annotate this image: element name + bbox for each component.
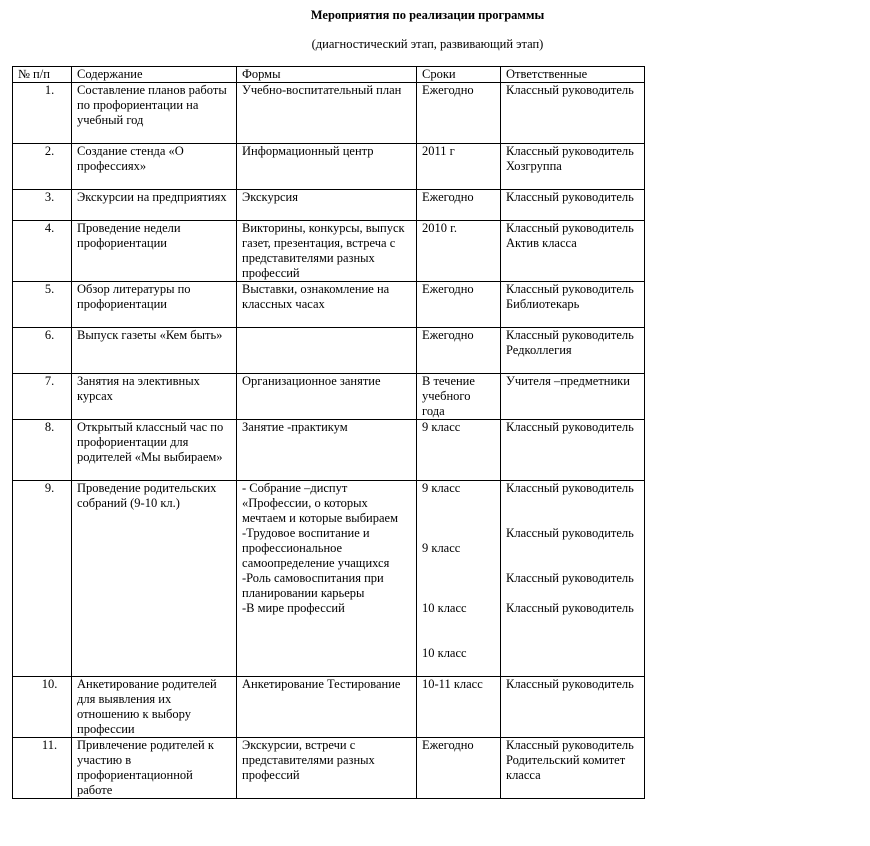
row-forms: Информационный центр bbox=[237, 144, 417, 190]
table-row bbox=[13, 144, 645, 190]
responsible-item: Классный руководитель bbox=[506, 601, 634, 615]
row-terms: Ежегодно bbox=[417, 83, 501, 144]
responsible-item: Классный руководитель bbox=[506, 526, 634, 540]
row-forms: Экскурсии, встречи с представителями разных профессий bbox=[237, 738, 417, 799]
row-responsible: Классный руководитель bbox=[501, 190, 645, 221]
row-content: Проведение недели профориентации bbox=[72, 221, 237, 282]
page-title: Мероприятия по реализации программы bbox=[310, 8, 545, 22]
term-item: 9 класс bbox=[422, 541, 461, 555]
row-terms: В течение учебного года bbox=[417, 374, 501, 420]
form-item: -Трудовое воспитание и профессиональное самоопределение учащихся bbox=[242, 526, 390, 570]
row-terms: Ежегодно bbox=[417, 190, 501, 221]
row-number: 10. bbox=[13, 677, 72, 738]
row-forms: Экскурсия bbox=[237, 190, 417, 221]
table-row bbox=[13, 83, 645, 144]
form-item: -Роль самовоспитания при планировании карьеры bbox=[242, 571, 384, 600]
table-row bbox=[13, 328, 645, 374]
row-content: Создание стенда «О профессиях» bbox=[72, 144, 237, 190]
table-row bbox=[13, 481, 645, 677]
row-responsible: Классный руководитель Родительский комитет класса bbox=[501, 738, 645, 799]
row-terms: 9 класс bbox=[417, 420, 501, 481]
column-header-terms: Сроки bbox=[417, 67, 501, 83]
row-number: 7. bbox=[13, 374, 72, 420]
table-row bbox=[13, 221, 645, 282]
row-terms: Ежегодно bbox=[417, 282, 501, 328]
row-content: Составление планов работы по профориентации на учебный год bbox=[72, 83, 237, 144]
row-responsible: Классный руководитель bbox=[501, 677, 645, 738]
row-responsible: Классный руководитель Хозгруппа bbox=[501, 144, 645, 190]
row-responsible: Классный руководитель bbox=[501, 83, 645, 144]
row-content: Проведение родительских собраний (9-10 кл.) bbox=[72, 481, 237, 677]
row-responsible: Классный руководитель Библиотекарь bbox=[501, 282, 645, 328]
row-terms: 2010 г. bbox=[417, 221, 501, 282]
row-number: 1. bbox=[13, 83, 72, 144]
row-content: Занятия на элективных курсах bbox=[72, 374, 237, 420]
term-item: 10 класс bbox=[422, 646, 467, 660]
row-content: Экскурсии на предприятиях bbox=[72, 190, 237, 221]
row-responsible: Классный руководитель bbox=[501, 420, 645, 481]
row-terms: 2011 г bbox=[417, 144, 501, 190]
column-header-responsible: Ответственные bbox=[501, 67, 645, 83]
responsible-item: Классный руководитель bbox=[506, 571, 634, 585]
responsible-item: Классный руководитель bbox=[506, 481, 634, 495]
row-responsible: Классный руководитель Редколлегия bbox=[501, 328, 645, 374]
column-header-number: № п/п bbox=[13, 67, 72, 83]
row-content: Привлечение родителей к участию в профориентационной работе bbox=[72, 738, 237, 799]
row-responsible: Классный руководитель Актив класса bbox=[501, 221, 645, 282]
row-number: 2. bbox=[13, 144, 72, 190]
row-forms: Викторины, конкурсы, выпуск газет, презентация, встреча с представителями разных профессий bbox=[237, 221, 417, 282]
column-header-forms: Формы bbox=[237, 67, 417, 83]
term-item: 9 класс bbox=[422, 481, 461, 495]
row-number: 4. bbox=[13, 221, 72, 282]
row-terms: Ежегодно bbox=[417, 738, 501, 799]
table-header-row bbox=[13, 67, 645, 83]
row-number: 5. bbox=[13, 282, 72, 328]
row-forms: Организационное занятие bbox=[237, 374, 417, 420]
form-item: -В мире профессий bbox=[242, 601, 345, 615]
row-content: Выпуск газеты «Кем быть» bbox=[72, 328, 237, 374]
events-table bbox=[12, 66, 645, 799]
table-row bbox=[13, 374, 645, 420]
row-forms: Выставки, ознакомление на классных часах bbox=[237, 282, 417, 328]
row-forms bbox=[237, 481, 417, 677]
row-responsible: Учителя –предметники bbox=[501, 374, 645, 420]
row-terms: 10-11 класс bbox=[417, 677, 501, 738]
row-content: Открытый классный час по профориентации для родителей «Мы выбираем» bbox=[72, 420, 237, 481]
row-terms: Ежегодно bbox=[417, 328, 501, 374]
row-forms: Занятие -практикум bbox=[237, 420, 417, 481]
term-item: 10 класс bbox=[422, 601, 467, 615]
row-number: 11. bbox=[13, 738, 72, 799]
row-forms: Учебно-воспитательный план bbox=[237, 83, 417, 144]
page-subtitle: (диагностический этап, развивающий этап) bbox=[311, 37, 544, 51]
row-responsible bbox=[501, 481, 645, 677]
column-header-content: Содержание bbox=[72, 67, 237, 83]
row-content: Обзор литературы по профориентации bbox=[72, 282, 237, 328]
table-row bbox=[13, 420, 645, 481]
table-row bbox=[13, 677, 645, 738]
row-number: 9. bbox=[13, 481, 72, 677]
table-row bbox=[13, 282, 645, 328]
row-number: 3. bbox=[13, 190, 72, 221]
row-forms: Анкетирование Тестирование bbox=[237, 677, 417, 738]
form-item: - Собрание –диспут «Профессии, о которых мечтаем и которые выбираем bbox=[242, 481, 398, 525]
row-content: Анкетирование родителей для выявления их отношению к выбору профессии bbox=[72, 677, 237, 738]
row-number: 6. bbox=[13, 328, 72, 374]
row-terms bbox=[417, 481, 501, 677]
table-row bbox=[13, 738, 645, 799]
table-row bbox=[13, 190, 645, 221]
row-number: 8. bbox=[13, 420, 72, 481]
row-forms bbox=[237, 328, 417, 374]
